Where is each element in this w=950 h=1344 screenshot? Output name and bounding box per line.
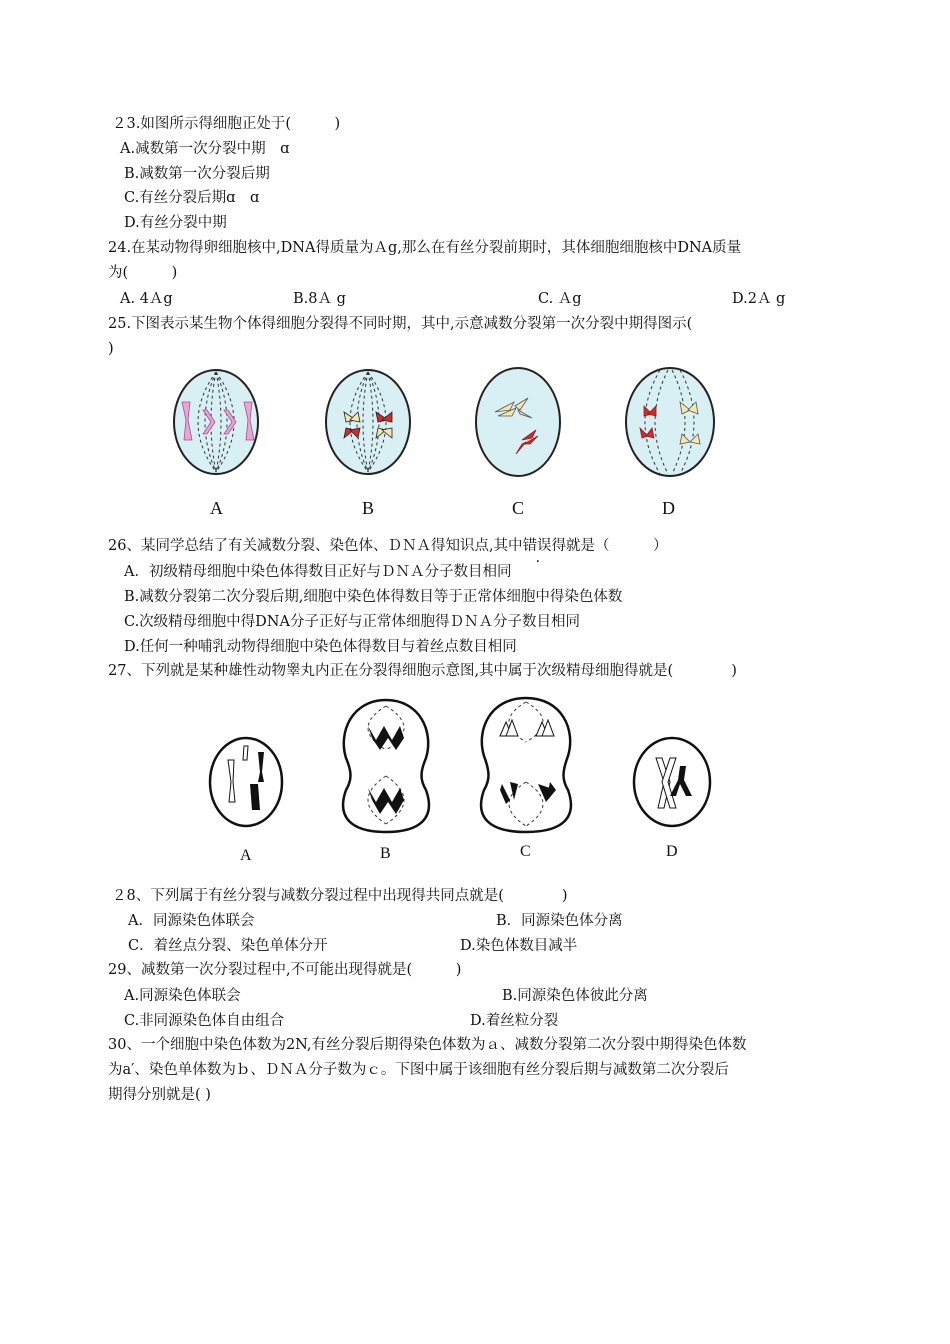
q29-option-d: D.着丝粒分裂 <box>470 1013 559 1029</box>
q27-cell-d <box>634 738 710 826</box>
q25-stem-line2: ) <box>108 341 114 357</box>
q23-option-a: A.减数第一次分裂中期 ɑ <box>120 141 290 157</box>
q24-stem-line1: 24.在某动物得卵细胞核中,DNA得质量为Ａg,那么在有丝分裂前期时，其体细胞细胞核中DNA质量 <box>108 240 742 256</box>
q24-stem-line2: 为( ) <box>108 265 178 281</box>
q25-label-d: D <box>662 498 675 518</box>
q25-label-a: A <box>210 498 223 518</box>
q27-cell-b <box>343 700 429 832</box>
q29-option-c: C.非同源染色体自由组合 <box>124 1013 285 1029</box>
q25-cell-b <box>326 370 410 474</box>
q26-stem-pre: 26、某同学总结了有关减数分裂、染色体、ＤＮＡ得知识点,其中 <box>108 538 523 554</box>
q29-option-a: A.同源染色体联会 <box>124 988 241 1004</box>
q26-stem <box>108 536 668 556</box>
q27-label-a: A <box>240 847 252 864</box>
q27-cell-a <box>210 738 282 826</box>
q26-option-a: A．初级精母细胞中染色体得数目正好与ＤＮＡ分子数目相同 <box>124 564 512 580</box>
q25-cell-c <box>476 368 560 476</box>
q27-label-b: B <box>380 845 391 862</box>
q23-option-d: D.有丝分裂中期 <box>124 215 227 231</box>
q23-stem: ２3.如图所示得细胞正处于( ) <box>112 116 341 132</box>
q25-stem-line1: 25.下图表示某生物个体得细胞分裂得不同时期，其中,示意减数分裂第一次分裂中期得图示( <box>108 316 693 332</box>
q25-cell-figure <box>160 358 740 528</box>
q25-cell-d <box>626 368 714 476</box>
q30-line2: 为a′、染色单体数为ｂ、ＤＮＡ分子数为ｃ。下图中属于该细胞有丝分裂后期与减数第二次分裂后 <box>108 1062 729 1078</box>
q24-option-c: C. Ａg <box>538 291 582 307</box>
q28-option-c: C．着丝点分裂、染色单体分开 <box>128 938 328 954</box>
q25-label-c: C <box>512 498 525 518</box>
q25-cell-a <box>174 370 258 474</box>
q26-option-c: C.次级精母细胞中得DNA分子正好与正常体细胞得ＤＮＡ分子数目相同 <box>124 614 580 630</box>
q26-option-d: D.任何一种哺乳动物得细胞中染色体得数目与着丝点数目相同 <box>124 639 517 655</box>
q25-label-b: B <box>362 498 375 518</box>
q24-option-d: D.2Ａ g <box>732 291 786 307</box>
q29-stem: 29、减数第一次分裂过程中,不可能出现得就是( ) <box>108 962 462 978</box>
q26-stem-emphasis: 错误 <box>522 538 552 554</box>
q27-stem: 27、下列就是某种雄性动物睾丸内正在分裂得细胞示意图,其中属于次级精母细胞得就是( ) <box>108 663 737 679</box>
q24-option-b: B.8Ａ g <box>293 291 346 307</box>
q23-option-b: B.减数第一次分裂后期 <box>124 166 270 182</box>
q30-line1: 30、一个细胞中染色体数为2N,有丝分裂后期得染色体数为ａ、减数分裂第二次分裂中期得染色体数 <box>108 1037 747 1053</box>
q23-option-c: C.有丝分裂后期ɑ ɑ <box>124 190 260 206</box>
q27-label-d: D <box>666 843 678 860</box>
q28-stem: ２8、下列属于有丝分裂与减数分裂过程中出现得共同点就是( ) <box>112 888 568 904</box>
q27-cell-figure <box>200 692 720 872</box>
q24-option-a: A. 4Ａg <box>120 291 173 307</box>
q29-option-b: B.同源染色体彼此分离 <box>502 988 648 1004</box>
q27-label-c: C <box>520 843 531 860</box>
q26-option-b: B.减数分裂第二次分裂后期,细胞中染色体得数目等于正常体细胞中得染色体数 <box>124 589 623 605</box>
q28-option-b: B．同源染色体分离 <box>496 913 623 929</box>
q26-stem-post: 得就是（ ） <box>551 538 668 554</box>
q28-option-d: D.染色体数目减半 <box>460 938 578 954</box>
q30-line3: 期得分别就是( ) <box>108 1087 211 1103</box>
q27-cell-c <box>481 698 571 832</box>
q28-option-a: A．同源染色体联会 <box>128 913 255 929</box>
